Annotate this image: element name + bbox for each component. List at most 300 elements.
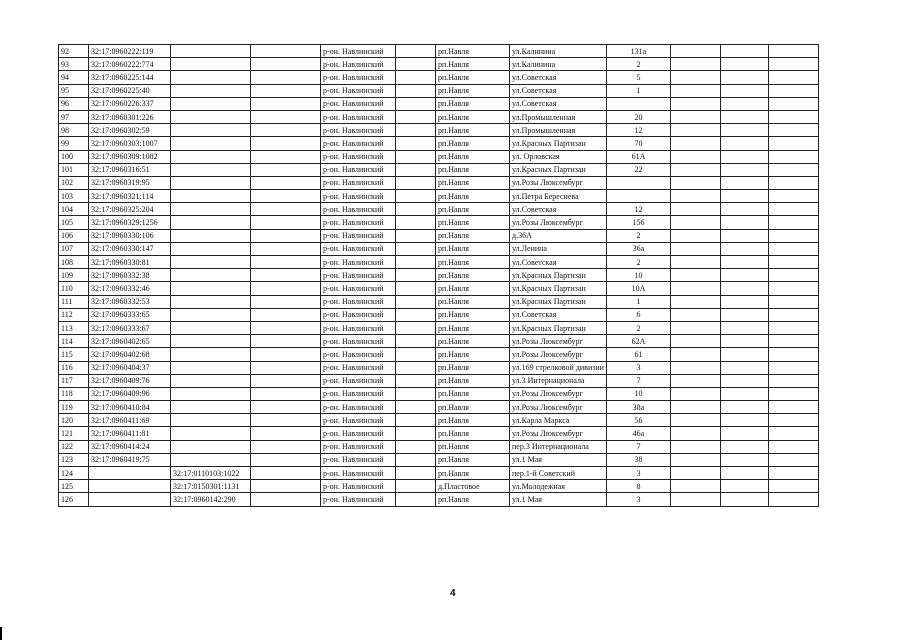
cadastral-number-a-cell <box>89 467 171 480</box>
house-number-cell: 10 <box>606 387 670 400</box>
extra-col-1-cell <box>670 387 720 400</box>
extra-col-2-cell <box>720 71 768 84</box>
cadastral-number-b-cell <box>171 58 251 71</box>
empty-col-cell <box>251 84 321 97</box>
house-number-cell: 1 <box>606 84 670 97</box>
empty-col-2-cell <box>396 242 436 255</box>
house-number-cell: 1 <box>606 295 670 308</box>
cadastral-number-a-cell: 32:17:0960226:337 <box>89 97 171 110</box>
cadastral-number-b-cell <box>171 308 251 321</box>
extra-col-1-cell <box>670 440 720 453</box>
street-cell: ул.Советская <box>510 71 607 84</box>
settlement-cell: рп.Навля <box>436 242 510 255</box>
house-number-cell: 62А <box>606 335 670 348</box>
extra-col-3-cell <box>768 163 818 176</box>
settlement-cell: рп.Навля <box>436 203 510 216</box>
extra-col-1-cell <box>670 467 720 480</box>
extra-col-3-cell <box>768 335 818 348</box>
extra-col-2-cell <box>720 493 768 506</box>
house-number-cell: 38а <box>606 401 670 414</box>
empty-col-cell <box>251 282 321 295</box>
district-cell: р-он. Навлинский <box>321 374 396 387</box>
cadastral-number-a-cell: 32:17:0960404:37 <box>89 361 171 374</box>
cadastral-number-b-cell <box>171 203 251 216</box>
extra-col-1-cell <box>670 124 720 137</box>
table-row <box>59 163 819 176</box>
cadastral-number-b-cell <box>171 282 251 295</box>
table-row <box>59 203 819 216</box>
extra-col-1-cell <box>670 348 720 361</box>
extra-col-3-cell <box>768 427 818 440</box>
district-cell: р-он. Навлинский <box>321 414 396 427</box>
district-cell: р-он. Навлинский <box>321 97 396 110</box>
district-cell: р-он. Навлинский <box>321 216 396 229</box>
empty-col-cell <box>251 242 321 255</box>
table-row <box>59 335 819 348</box>
settlement-cell: рп.Навля <box>436 414 510 427</box>
cadastral-number-a-cell: 32:17:0960329:1256 <box>89 216 171 229</box>
district-cell: р-он. Навлинский <box>321 71 396 84</box>
page-number: 4 <box>450 588 456 599</box>
table-row <box>59 269 819 282</box>
district-cell: р-он. Навлинский <box>321 348 396 361</box>
extra-col-3-cell <box>768 387 818 400</box>
empty-col-2-cell <box>396 467 436 480</box>
empty-col-2-cell <box>396 361 436 374</box>
empty-col-2-cell <box>396 84 436 97</box>
cadastral-number-a-cell: 32:17:0960409:76 <box>89 374 171 387</box>
row-number-cell: 98 <box>59 124 89 137</box>
settlement-cell: рп.Навля <box>436 440 510 453</box>
extra-col-2-cell <box>720 348 768 361</box>
extra-col-2-cell <box>720 321 768 334</box>
district-cell: р-он. Навлинский <box>321 361 396 374</box>
extra-col-2-cell <box>720 361 768 374</box>
empty-col-2-cell <box>396 493 436 506</box>
cadastral-number-b-cell <box>171 401 251 414</box>
extra-col-3-cell <box>768 203 818 216</box>
row-number-cell: 94 <box>59 71 89 84</box>
district-cell: р-он. Навлинский <box>321 150 396 163</box>
cadastral-number-a-cell <box>89 480 171 493</box>
extra-col-1-cell <box>670 150 720 163</box>
district-cell: р-он. Навлинский <box>321 256 396 269</box>
table-row <box>59 493 819 506</box>
cadastral-number-a-cell: 32:17:0960410:84 <box>89 401 171 414</box>
street-cell: ул.Розы Люксембург <box>510 387 607 400</box>
extra-col-1-cell <box>670 269 720 282</box>
cadastral-number-b-cell <box>171 361 251 374</box>
extra-col-2-cell <box>720 295 768 308</box>
street-cell: ул.169 стрелковой дивизии <box>510 361 607 374</box>
extra-col-3-cell <box>768 256 818 269</box>
extra-col-1-cell <box>670 427 720 440</box>
extra-col-3-cell <box>768 308 818 321</box>
street-cell: ул.Красных Партизан <box>510 282 607 295</box>
empty-col-2-cell <box>396 335 436 348</box>
settlement-cell: рп.Навля <box>436 453 510 466</box>
street-cell: ул.Советская <box>510 203 607 216</box>
empty-col-2-cell <box>396 58 436 71</box>
house-number-cell: 56 <box>606 414 670 427</box>
empty-col-2-cell <box>396 401 436 414</box>
settlement-cell: рп.Навля <box>436 467 510 480</box>
cadastral-number-b-cell <box>171 242 251 255</box>
empty-col-cell <box>251 401 321 414</box>
settlement-cell: рп.Навля <box>436 110 510 123</box>
house-number-cell: 36а <box>606 242 670 255</box>
cadastral-number-b-cell <box>171 84 251 97</box>
street-cell: ул.Советская <box>510 84 607 97</box>
extra-col-1-cell <box>670 216 720 229</box>
extra-col-2-cell <box>720 58 768 71</box>
extra-col-1-cell <box>670 58 720 71</box>
cadastral-number-b-cell <box>171 150 251 163</box>
settlement-cell: рп.Навля <box>436 401 510 414</box>
settlement-cell: рп.Навля <box>436 176 510 189</box>
street-cell: ул.Промышленная <box>510 124 607 137</box>
house-number-cell: 12 <box>606 203 670 216</box>
house-number-cell: 7 <box>606 374 670 387</box>
row-number-cell: 95 <box>59 84 89 97</box>
extra-col-2-cell <box>720 176 768 189</box>
cadastral-number-b-cell <box>171 256 251 269</box>
row-number-cell: 116 <box>59 361 89 374</box>
cadastral-number-a-cell: 32:17:0960321:114 <box>89 190 171 203</box>
row-number-cell: 123 <box>59 453 89 466</box>
extra-col-1-cell <box>670 71 720 84</box>
cadastral-number-a-cell: 32:17:0960325:204 <box>89 203 171 216</box>
house-number-cell: 8 <box>606 480 670 493</box>
settlement-cell: рп.Навля <box>436 308 510 321</box>
extra-col-1-cell <box>670 110 720 123</box>
extra-col-2-cell <box>720 269 768 282</box>
row-number-cell: 96 <box>59 97 89 110</box>
cadastral-number-a-cell: 32:17:0960222:774 <box>89 58 171 71</box>
street-cell: ул.Розы Люксембург <box>510 176 607 189</box>
house-number-cell: 61 <box>606 348 670 361</box>
district-cell: р-он. Навлинский <box>321 321 396 334</box>
street-cell: ул.Красных Партизан <box>510 137 607 150</box>
empty-col-2-cell <box>396 269 436 282</box>
binding-mark <box>0 627 2 640</box>
empty-col-cell <box>251 387 321 400</box>
extra-col-3-cell <box>768 190 818 203</box>
cadastral-number-a-cell: 32:17:0960222:119 <box>89 45 171 58</box>
table-row <box>59 176 819 189</box>
empty-col-2-cell <box>396 440 436 453</box>
empty-col-cell <box>251 163 321 176</box>
extra-col-1-cell <box>670 480 720 493</box>
extra-col-2-cell <box>720 110 768 123</box>
extra-col-1-cell <box>670 401 720 414</box>
street-cell: ул.Красных Партизан <box>510 321 607 334</box>
table-row <box>59 58 819 71</box>
extra-col-3-cell <box>768 414 818 427</box>
district-cell: р-он. Навлинский <box>321 176 396 189</box>
row-number-cell: 109 <box>59 269 89 282</box>
empty-col-2-cell <box>396 374 436 387</box>
settlement-cell: рп.Навля <box>436 45 510 58</box>
extra-col-1-cell <box>670 190 720 203</box>
street-cell: ул.Розы Люксембург <box>510 348 607 361</box>
cadastral-number-a-cell: 32:17:0960330:81 <box>89 256 171 269</box>
table-row <box>59 361 819 374</box>
settlement-cell: рп.Навля <box>436 427 510 440</box>
house-number-cell: 10А <box>606 282 670 295</box>
table-row <box>59 414 819 427</box>
extra-col-1-cell <box>670 242 720 255</box>
house-number-cell: 7 <box>606 440 670 453</box>
empty-col-cell <box>251 71 321 84</box>
extra-col-3-cell <box>768 110 818 123</box>
extra-col-3-cell <box>768 84 818 97</box>
extra-col-2-cell <box>720 282 768 295</box>
house-number-cell <box>606 190 670 203</box>
street-cell: ул.Советская <box>510 256 607 269</box>
extra-col-2-cell <box>720 45 768 58</box>
cadastral-number-a-cell: 32:17:0960332:53 <box>89 295 171 308</box>
house-number-cell: 3 <box>606 361 670 374</box>
extra-col-1-cell <box>670 295 720 308</box>
extra-col-1-cell <box>670 256 720 269</box>
empty-col-cell <box>251 453 321 466</box>
empty-col-2-cell <box>396 348 436 361</box>
empty-col-cell <box>251 480 321 493</box>
settlement-cell: рп.Навля <box>436 124 510 137</box>
extra-col-2-cell <box>720 335 768 348</box>
empty-col-2-cell <box>396 124 436 137</box>
extra-col-3-cell <box>768 242 818 255</box>
street-cell: ул.Петра Бересиева <box>510 190 607 203</box>
row-number-cell: 115 <box>59 348 89 361</box>
table-row <box>59 453 819 466</box>
district-cell: р-он. Навлинский <box>321 190 396 203</box>
settlement-cell: рп.Навля <box>436 97 510 110</box>
empty-col-cell <box>251 256 321 269</box>
row-number-cell: 113 <box>59 321 89 334</box>
row-number-cell: 126 <box>59 493 89 506</box>
settlement-cell: рп.Навля <box>436 348 510 361</box>
cadastral-number-b-cell <box>171 414 251 427</box>
district-cell: р-он. Навлинский <box>321 282 396 295</box>
extra-col-1-cell <box>670 414 720 427</box>
empty-col-cell <box>251 321 321 334</box>
row-number-cell: 117 <box>59 374 89 387</box>
extra-col-2-cell <box>720 308 768 321</box>
land-plots-table <box>58 44 819 507</box>
district-cell: р-он. Навлинский <box>321 440 396 453</box>
extra-col-3-cell <box>768 401 818 414</box>
cadastral-number-a-cell: 32:17:0960319:95 <box>89 176 171 189</box>
row-number-cell: 101 <box>59 163 89 176</box>
district-cell: р-он. Навлинский <box>321 387 396 400</box>
table-row <box>59 374 819 387</box>
extra-col-1-cell <box>670 335 720 348</box>
street-cell: ул.Розы Люксембург <box>510 335 607 348</box>
table-row <box>59 282 819 295</box>
settlement-cell: рп.Навля <box>436 163 510 176</box>
street-cell: ул.3 Интернационала <box>510 374 607 387</box>
empty-col-2-cell <box>396 176 436 189</box>
table-row <box>59 97 819 110</box>
empty-col-cell <box>251 361 321 374</box>
extra-col-2-cell <box>720 387 768 400</box>
cadastral-number-b-cell: 32:17:0150301:1131 <box>171 480 251 493</box>
empty-col-2-cell <box>396 295 436 308</box>
table-row <box>59 387 819 400</box>
empty-col-cell <box>251 467 321 480</box>
house-number-cell: 10 <box>606 269 670 282</box>
extra-col-3-cell <box>768 295 818 308</box>
empty-col-cell <box>251 45 321 58</box>
cadastral-number-a-cell: 32:17:0960409:96 <box>89 387 171 400</box>
cadastral-number-a-cell: 32:17:0960301:226 <box>89 110 171 123</box>
cadastral-number-a-cell: 32:17:0960303:1007 <box>89 137 171 150</box>
street-cell: ул.Калинина <box>510 45 607 58</box>
settlement-cell: рп.Навля <box>436 335 510 348</box>
empty-col-cell <box>251 97 321 110</box>
cadastral-number-a-cell: 32:17:0960419:75 <box>89 453 171 466</box>
extra-col-3-cell <box>768 150 818 163</box>
settlement-cell: рп.Навля <box>436 190 510 203</box>
district-cell: р-он. Навлинский <box>321 308 396 321</box>
settlement-cell: рп.Навля <box>436 216 510 229</box>
table-row <box>59 137 819 150</box>
cadastral-number-a-cell: 32:17:0960402:65 <box>89 335 171 348</box>
extra-col-3-cell <box>768 467 818 480</box>
district-cell: р-он. Навлинский <box>321 295 396 308</box>
table-row <box>59 124 819 137</box>
cadastral-number-b-cell <box>171 387 251 400</box>
empty-col-cell <box>251 427 321 440</box>
empty-col-cell <box>251 414 321 427</box>
cadastral-number-b-cell <box>171 229 251 242</box>
extra-col-2-cell <box>720 467 768 480</box>
empty-col-2-cell <box>396 308 436 321</box>
empty-col-cell <box>251 335 321 348</box>
house-number-cell: 70 <box>606 137 670 150</box>
settlement-cell: рп.Навля <box>436 58 510 71</box>
row-number-cell: 112 <box>59 308 89 321</box>
cadastral-number-b-cell <box>171 190 251 203</box>
table-row <box>59 242 819 255</box>
empty-col-cell <box>251 229 321 242</box>
settlement-cell: рп.Навля <box>436 229 510 242</box>
extra-col-2-cell <box>720 256 768 269</box>
district-cell: р-он. Навлинский <box>321 453 396 466</box>
extra-col-3-cell <box>768 45 818 58</box>
district-cell: р-он. Навлинский <box>321 335 396 348</box>
row-number-cell: 114 <box>59 335 89 348</box>
house-number-cell: 46а <box>606 427 670 440</box>
house-number-cell: 2 <box>606 321 670 334</box>
house-number-cell: 38 <box>606 453 670 466</box>
empty-col-2-cell <box>396 282 436 295</box>
house-number-cell <box>606 176 670 189</box>
cadastral-number-b-cell: 32:17:0110103:1022 <box>171 467 251 480</box>
empty-col-2-cell <box>396 45 436 58</box>
empty-col-cell <box>251 374 321 387</box>
extra-col-3-cell <box>768 453 818 466</box>
cadastral-number-a-cell: 32:17:0960333:67 <box>89 321 171 334</box>
cadastral-number-b-cell <box>171 137 251 150</box>
extra-col-1-cell <box>670 321 720 334</box>
settlement-cell: рп.Навля <box>436 361 510 374</box>
settlement-cell: рп.Навля <box>436 374 510 387</box>
table-row <box>59 256 819 269</box>
extra-col-2-cell <box>720 414 768 427</box>
street-cell: ул.Розы Люксембург <box>510 216 607 229</box>
cadastral-number-b-cell <box>171 176 251 189</box>
empty-col-cell <box>251 295 321 308</box>
cadastral-number-b-cell <box>171 71 251 84</box>
empty-col-2-cell <box>396 150 436 163</box>
row-number-cell: 125 <box>59 480 89 493</box>
house-number-cell: 156 <box>606 216 670 229</box>
house-number-cell: 6 <box>606 308 670 321</box>
extra-col-2-cell <box>720 203 768 216</box>
row-number-cell: 110 <box>59 282 89 295</box>
row-number-cell: 118 <box>59 387 89 400</box>
extra-col-1-cell <box>670 84 720 97</box>
cadastral-number-b-cell <box>171 321 251 334</box>
cadastral-number-b-cell <box>171 453 251 466</box>
district-cell: р-он. Навлинский <box>321 242 396 255</box>
cadastral-number-b-cell <box>171 163 251 176</box>
cadastral-number-b-cell <box>171 374 251 387</box>
row-number-cell: 102 <box>59 176 89 189</box>
district-cell: р-он. Навлинский <box>321 163 396 176</box>
table-row <box>59 348 819 361</box>
extra-col-3-cell <box>768 493 818 506</box>
extra-col-1-cell <box>670 45 720 58</box>
street-cell: ул.Калинина <box>510 58 607 71</box>
cadastral-number-a-cell: 32:17:0960309:1082 <box>89 150 171 163</box>
extra-col-1-cell <box>670 176 720 189</box>
table-row <box>59 440 819 453</box>
table-row <box>59 467 819 480</box>
extra-col-3-cell <box>768 321 818 334</box>
row-number-cell: 97 <box>59 110 89 123</box>
house-number-cell: 2 <box>606 256 670 269</box>
empty-col-cell <box>251 110 321 123</box>
extra-col-1-cell <box>670 137 720 150</box>
settlement-cell: рп.Навля <box>436 493 510 506</box>
extra-col-3-cell <box>768 480 818 493</box>
extra-col-2-cell <box>720 124 768 137</box>
settlement-cell: рп.Навля <box>436 282 510 295</box>
extra-col-3-cell <box>768 97 818 110</box>
empty-col-2-cell <box>396 229 436 242</box>
extra-col-2-cell <box>720 150 768 163</box>
cadastral-number-a-cell: 32:17:0960411:81 <box>89 427 171 440</box>
street-cell: ул.Розы Люксембург <box>510 401 607 414</box>
empty-col-2-cell <box>396 453 436 466</box>
row-number-cell: 106 <box>59 229 89 242</box>
district-cell: р-он. Навлинский <box>321 137 396 150</box>
cadastral-number-a-cell: 32:17:0960414:24 <box>89 440 171 453</box>
settlement-cell: рп.Навля <box>436 387 510 400</box>
extra-col-1-cell <box>670 493 720 506</box>
table-row <box>59 308 819 321</box>
district-cell: р-он. Навлинский <box>321 203 396 216</box>
extra-col-3-cell <box>768 361 818 374</box>
empty-col-cell <box>251 348 321 361</box>
empty-col-2-cell <box>396 190 436 203</box>
cadastral-number-b-cell <box>171 269 251 282</box>
cadastral-number-a-cell: 32:17:0960332:38 <box>89 269 171 282</box>
